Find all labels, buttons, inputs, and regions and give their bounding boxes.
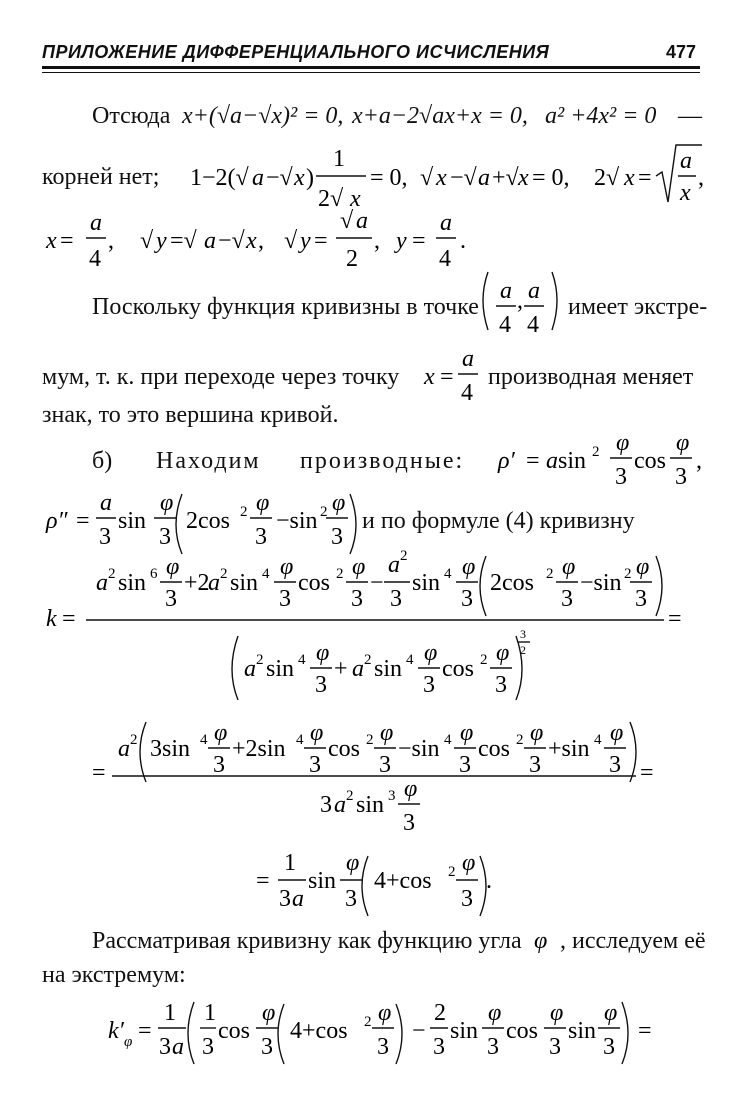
svg-text:3: 3 <box>309 752 321 778</box>
svg-text:k: k <box>46 606 57 632</box>
svg-text:−sin: −sin <box>580 570 622 596</box>
formula-x-value <box>423 346 478 406</box>
svg-text:φ: φ <box>256 490 270 516</box>
svg-text:2: 2 <box>256 652 264 668</box>
paragraph-2-d: производная меняет <box>488 364 694 390</box>
svg-text:φ: φ <box>676 430 690 456</box>
svg-text:=: = <box>138 1018 152 1044</box>
svg-text:=: = <box>92 760 106 786</box>
svg-text:2: 2 <box>592 444 600 460</box>
page-number: 477 <box>665 42 696 62</box>
svg-text:−√: −√ <box>450 165 477 191</box>
svg-text:2: 2 <box>336 566 344 582</box>
svg-text:φ: φ <box>160 490 174 516</box>
line-2-text: корней нет; <box>42 164 160 190</box>
svg-text:2: 2 <box>108 566 116 582</box>
svg-text:3: 3 <box>461 886 473 912</box>
svg-text:φ: φ <box>550 1000 564 1026</box>
svg-text:φ: φ <box>530 720 544 746</box>
svg-text:=: = <box>640 760 654 786</box>
svg-text:3: 3 <box>603 1034 615 1060</box>
svg-text:3: 3 <box>459 752 471 778</box>
svg-text:sin: sin <box>412 570 441 596</box>
svg-text:,: , <box>374 228 380 254</box>
svg-text:φ: φ <box>124 1034 133 1050</box>
dash: — <box>678 103 702 129</box>
svg-text:a: a <box>208 570 220 596</box>
eq-2: x+a−2√ax+x = 0, <box>352 103 528 129</box>
svg-text:−√: −√ <box>266 165 293 191</box>
svg-text:y: y <box>300 228 311 254</box>
svg-text:φ: φ <box>280 554 294 580</box>
running-title: ПРИЛОЖЕНИЕ ДИФФЕРЕНЦИАЛЬНОГО ИСЧИСЛЕНИЯ <box>42 42 550 62</box>
svg-text:4: 4 <box>461 380 473 406</box>
svg-text:sin: sin <box>230 570 259 596</box>
svg-text:2: 2 <box>220 566 228 582</box>
paragraph-3-c: на экстремум: <box>42 962 186 988</box>
formula-k-derivative <box>108 1000 652 1064</box>
svg-text:a: a <box>96 570 108 596</box>
svg-text:−: − <box>370 570 384 596</box>
svg-text:φ: φ <box>496 640 510 666</box>
svg-text:cos: cos <box>506 1018 538 1044</box>
svg-text:a: a <box>528 278 540 304</box>
formula-line-2 <box>190 145 704 212</box>
eq-1: x+(√a−√x)² = 0, <box>182 103 344 129</box>
svg-text:φ: φ <box>346 850 360 876</box>
svg-text:2: 2 <box>624 566 632 582</box>
svg-text:3: 3 <box>390 586 402 612</box>
svg-text:+: + <box>334 656 348 682</box>
svg-text:3: 3 <box>213 752 225 778</box>
svg-text:=: = <box>76 508 90 534</box>
svg-text:y: y <box>396 228 407 254</box>
item-label-b: б) <box>92 448 113 474</box>
svg-text:cos: cos <box>298 570 330 596</box>
svg-text:cos: cos <box>478 736 510 762</box>
svg-text:,: , <box>698 165 704 191</box>
svg-text:a: a <box>462 346 474 372</box>
svg-text:k′: k′ <box>108 1018 124 1044</box>
formula-curvature-k <box>46 548 682 700</box>
svg-text:2: 2 <box>516 732 524 748</box>
svg-text:a: a <box>388 552 400 578</box>
svg-text:2cos: 2cos <box>186 508 230 534</box>
paragraph-2-e: знак, то это вершина кривой. <box>42 402 339 428</box>
svg-text:3: 3 <box>279 886 291 912</box>
svg-text:2√: 2√ <box>318 186 344 212</box>
svg-text:φ: φ <box>262 1000 276 1026</box>
svg-text:φ: φ <box>488 1000 502 1026</box>
svg-text:4: 4 <box>89 246 101 272</box>
svg-text:ρ′: ρ′ <box>498 448 515 474</box>
svg-text:sin: sin <box>568 1018 597 1044</box>
svg-text:3: 3 <box>315 672 327 698</box>
svg-text:3: 3 <box>388 788 396 804</box>
svg-text:φ: φ <box>462 554 476 580</box>
svg-text:2: 2 <box>448 864 456 880</box>
svg-text:3: 3 <box>331 524 343 550</box>
svg-text:3: 3 <box>635 586 647 612</box>
svg-text:3: 3 <box>320 792 332 818</box>
svg-text:2: 2 <box>364 1014 372 1030</box>
svg-text:4+cos: 4+cos <box>290 1018 348 1044</box>
svg-text:2: 2 <box>364 652 372 668</box>
eq-3: a² +4x² = 0 <box>545 103 657 129</box>
svg-text:x: x <box>518 165 529 191</box>
formula-rho-double-prime <box>45 490 356 554</box>
svg-text:cos: cos <box>218 1018 250 1044</box>
svg-text:3: 3 <box>403 810 415 836</box>
svg-text:2: 2 <box>320 504 328 520</box>
svg-text:φ: φ <box>610 720 624 746</box>
svg-text:a: a <box>90 210 102 236</box>
svg-text:sin: sin <box>266 656 295 682</box>
svg-text:3: 3 <box>351 586 363 612</box>
svg-text:=: = <box>412 228 426 254</box>
svg-text:=: = <box>256 868 270 894</box>
svg-text:3: 3 <box>165 586 177 612</box>
svg-text:−sin: −sin <box>276 508 318 534</box>
svg-text:φ: φ <box>562 554 576 580</box>
svg-text:a: a <box>356 208 368 234</box>
svg-text:x: x <box>624 165 635 191</box>
svg-text:φ: φ <box>332 490 346 516</box>
svg-text:3sin: 3sin <box>150 736 191 762</box>
svg-text:3: 3 <box>377 1034 389 1060</box>
svg-text:sin: sin <box>308 868 337 894</box>
svg-text:a: a <box>244 656 256 682</box>
svg-text:√: √ <box>420 165 434 191</box>
svg-text:a: a <box>334 792 346 818</box>
svg-text:3: 3 <box>423 672 435 698</box>
svg-text:3: 3 <box>487 1034 499 1060</box>
svg-text:φ: φ <box>462 850 476 876</box>
symbol-phi: φ <box>534 928 548 954</box>
svg-text:a: a <box>172 1034 184 1060</box>
formula-line-3 <box>45 208 466 272</box>
svg-text:3: 3 <box>675 464 687 490</box>
svg-text:4: 4 <box>296 732 304 748</box>
svg-text:.: . <box>460 228 466 254</box>
svg-text:4+cos: 4+cos <box>374 868 432 894</box>
svg-text:2: 2 <box>546 566 554 582</box>
svg-text:=: = <box>668 606 682 632</box>
svg-text:1: 1 <box>164 1000 176 1026</box>
svg-text:2: 2 <box>520 643 526 657</box>
paragraph-2-c: мум, т. к. при переходе через точку <box>42 364 400 390</box>
svg-text:sin: sin <box>356 792 385 818</box>
paragraph-2-b: имеет экстре- <box>568 294 708 320</box>
svg-text:+√: +√ <box>492 165 519 191</box>
svg-text:−sin: −sin <box>398 736 440 762</box>
svg-text:−: − <box>412 1018 426 1044</box>
formula-text-tail: и по формуле (4) кривизну <box>362 508 635 534</box>
svg-text:x: x <box>350 186 361 212</box>
svg-text:ρ″: ρ″ <box>46 508 68 534</box>
svg-text:cos: cos <box>634 448 666 474</box>
svg-text:φ: φ <box>424 640 438 666</box>
svg-text:2: 2 <box>434 1000 446 1026</box>
svg-text:φ: φ <box>352 554 366 580</box>
svg-text:,: , <box>696 448 702 474</box>
svg-text:3: 3 <box>159 524 171 550</box>
svg-text:φ: φ <box>604 1000 618 1026</box>
svg-text:=: = <box>440 364 454 390</box>
svg-text:2cos: 2cos <box>490 570 534 596</box>
svg-text:3: 3 <box>261 1034 273 1060</box>
svg-text:3: 3 <box>202 1034 214 1060</box>
svg-text:2: 2 <box>346 246 358 272</box>
svg-text:3: 3 <box>461 586 473 612</box>
svg-text:sin: sin <box>118 570 147 596</box>
svg-text:=√: =√ <box>170 228 197 254</box>
svg-text:+2sin: +2sin <box>232 736 286 762</box>
svg-text:3: 3 <box>379 752 391 778</box>
svg-text:x: x <box>246 228 257 254</box>
svg-text:4: 4 <box>200 732 208 748</box>
svg-text:a: a <box>478 165 490 191</box>
svg-text:3: 3 <box>495 672 507 698</box>
svg-text:φ: φ <box>378 1000 392 1026</box>
svg-text:4: 4 <box>444 566 452 582</box>
svg-text:,: , <box>258 228 264 254</box>
svg-text:,: , <box>517 288 523 314</box>
svg-text:sin: sin <box>374 656 403 682</box>
svg-text:2√: 2√ <box>594 165 620 191</box>
svg-text:+sin: +sin <box>548 736 590 762</box>
svg-text:a: a <box>292 886 304 912</box>
svg-text:φ: φ <box>616 430 630 456</box>
svg-text:2: 2 <box>366 732 374 748</box>
line-1-text: Отсюда <box>92 103 171 129</box>
svg-text:4: 4 <box>406 652 414 668</box>
paragraph-2-a: Поскольку функция кривизны в точке <box>92 294 479 320</box>
svg-text:φ: φ <box>636 554 650 580</box>
svg-text:4: 4 <box>439 246 451 272</box>
svg-text:−√: −√ <box>218 228 245 254</box>
formula-rho-prime <box>497 430 702 490</box>
svg-text:1: 1 <box>333 146 345 172</box>
svg-text:φ: φ <box>460 720 474 746</box>
svg-text:3: 3 <box>609 752 621 778</box>
svg-text:x: x <box>424 364 435 390</box>
svg-text:=: = <box>62 606 76 632</box>
svg-text:a: a <box>204 228 216 254</box>
svg-text:a: a <box>252 165 264 191</box>
svg-text:√: √ <box>340 208 354 234</box>
formula-point <box>483 272 557 338</box>
svg-text:√: √ <box>284 228 298 254</box>
svg-text:3: 3 <box>345 886 357 912</box>
svg-text:1−2(√: 1−2(√ <box>190 165 249 191</box>
svg-text:a: a <box>118 736 130 762</box>
svg-text:1: 1 <box>204 1000 216 1026</box>
svg-text:a: a <box>100 490 112 516</box>
svg-text:2: 2 <box>130 732 138 748</box>
svg-text:3: 3 <box>99 524 111 550</box>
paragraph-3-a: Рассматривая кривизну как функцию угла <box>92 928 522 954</box>
svg-text:4: 4 <box>444 732 452 748</box>
svg-text:4: 4 <box>298 652 306 668</box>
svg-text:,: , <box>108 228 114 254</box>
svg-text:4: 4 <box>499 312 511 338</box>
svg-text:φ: φ <box>214 720 228 746</box>
svg-text:sin: sin <box>118 508 147 534</box>
svg-text:=: = <box>638 165 652 191</box>
svg-text:2: 2 <box>240 504 248 520</box>
svg-text:a: a <box>546 448 558 474</box>
svg-text:3: 3 <box>279 586 291 612</box>
svg-text:3: 3 <box>255 524 267 550</box>
svg-text:3: 3 <box>561 586 573 612</box>
svg-text:3: 3 <box>615 464 627 490</box>
svg-text:+2: +2 <box>184 570 210 596</box>
svg-text:√: √ <box>140 228 154 254</box>
svg-text:3: 3 <box>529 752 541 778</box>
svg-text:x: x <box>436 165 447 191</box>
svg-text:=: = <box>314 228 328 254</box>
svg-text:y: y <box>156 228 167 254</box>
formula-curvature-step2 <box>92 720 654 836</box>
svg-text:sin: sin <box>558 448 587 474</box>
svg-text:a: a <box>440 210 452 236</box>
svg-text:cos: cos <box>442 656 474 682</box>
svg-text:φ: φ <box>404 776 418 802</box>
svg-text:6: 6 <box>150 566 158 582</box>
svg-text:.: . <box>486 868 492 894</box>
svg-text:= 0,: = 0, <box>370 165 408 191</box>
svg-text:4: 4 <box>262 566 270 582</box>
svg-text:a: a <box>680 148 692 174</box>
svg-text:=: = <box>638 1018 652 1044</box>
svg-text:= 0,: = 0, <box>532 165 570 191</box>
svg-text:2: 2 <box>480 652 488 668</box>
svg-text:x: x <box>680 180 691 206</box>
svg-text:2: 2 <box>400 548 408 564</box>
svg-text:x: x <box>294 165 305 191</box>
svg-text:3: 3 <box>433 1034 445 1060</box>
svg-text:cos: cos <box>328 736 360 762</box>
svg-text:φ: φ <box>310 720 324 746</box>
svg-text:a: a <box>352 656 364 682</box>
svg-text:x: x <box>46 228 57 254</box>
formula-curvature-result <box>256 850 492 916</box>
svg-text:3: 3 <box>520 627 526 641</box>
text-derivatives: производные: <box>300 448 465 474</box>
svg-text:): ) <box>306 165 314 191</box>
svg-text:φ: φ <box>380 720 394 746</box>
svg-text:φ: φ <box>316 640 330 666</box>
svg-text:a: a <box>500 278 512 304</box>
text-find: Находим <box>156 448 261 474</box>
svg-text:=: = <box>60 228 74 254</box>
svg-text:2: 2 <box>346 788 354 804</box>
svg-text:4: 4 <box>527 312 539 338</box>
svg-text:4: 4 <box>594 732 602 748</box>
paragraph-3-b: , исследуем её <box>560 928 706 954</box>
svg-text:φ: φ <box>166 554 180 580</box>
svg-text:3: 3 <box>159 1034 171 1060</box>
svg-text:3: 3 <box>549 1034 561 1060</box>
svg-text:=: = <box>526 448 540 474</box>
svg-text:sin: sin <box>450 1018 479 1044</box>
svg-text:1: 1 <box>284 850 296 876</box>
